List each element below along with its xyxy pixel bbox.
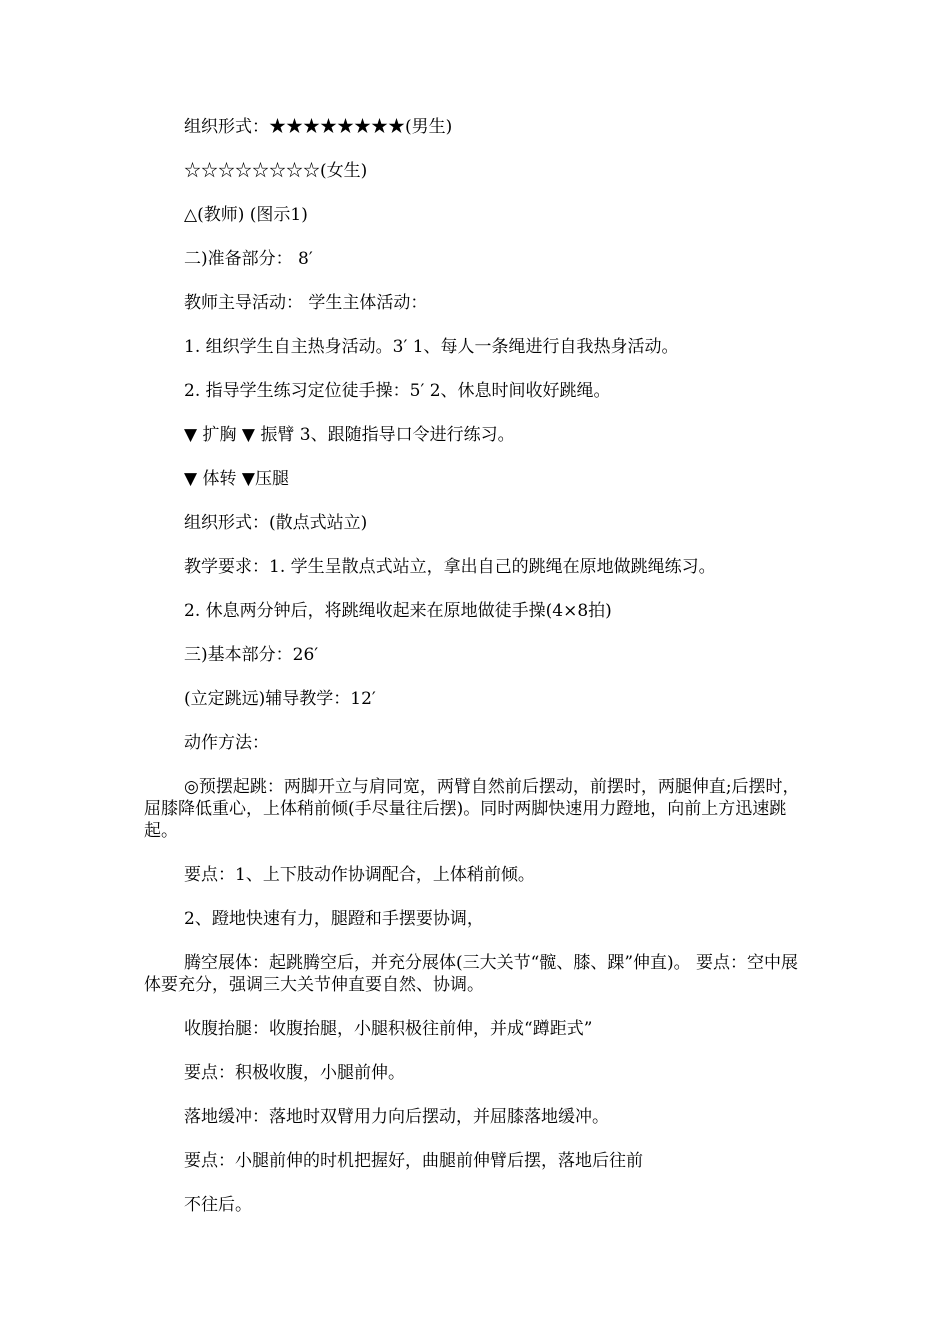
formation-teacher: △(教师) (图示1) [184,205,308,225]
teaching-requirement-2: 2. 休息两分钟后，将跳绳收起来在原地做徒手操(4×8拍) [184,601,612,621]
activity-columns-heading: 教师主导活动： 学生主体活动： [184,293,428,313]
landing-paragraph: 落地缓冲：落地时双臂用力向后摆动，并屈膝落地缓冲。 [184,1107,609,1127]
formation-girls: ☆☆☆☆☆☆☆☆(女生) [184,161,368,181]
key-point-2: 2、蹬地快速有力，腿蹬和手摆要协调， [184,909,484,929]
section-preparation-heading: 二)准备部分： 8′ [184,249,313,269]
tuck-legs-paragraph: 收腹抬腿：收腹抬腿，小腿积极往前伸，并成“蹲距式” [184,1019,593,1039]
preswing-takeoff-paragraph: ◎预摆起跳：两脚开立与肩同宽，两臂自然前后摆动，前摆时，两腿伸直;后摆时，屈膝降低重心，上体稍前倾(手尽量往后摆)。同时两脚快速用力蹬地，向前上方迅速跳起。 [144,777,800,841]
flight-extension-paragraph: 腾空展体：起跳腾空后，并充分展体(三大关节“髋、膝、踝”伸直)。 要点：空中展体要充分，强调三大关节伸直要自然、协调。 [144,953,799,995]
section-basic-heading: 三)基本部分：26′ [184,645,319,665]
method-heading: 动作方法： [184,733,269,753]
prep-item-1: 1. 组织学生自主热身活动。3′ 1、每人一条绳进行自我热身活动。 [184,337,679,357]
teaching-requirement-1: 教学要求：1. 学生呈散点式站立，拿出自己的跳绳在原地做跳绳练习。 [184,557,716,577]
prep-item-4: ▼ 体转 ▼压腿 [184,469,289,489]
landing-key-point-continued: 不往后。 [184,1195,252,1215]
prep-formation: 组织形式：(散点式站立) [184,513,368,533]
tuck-key-point: 要点：积极收腹，小腿前伸。 [184,1063,405,1083]
formation-boys: 组织形式：★★★★★★★★(男生) [184,117,453,137]
prep-item-3: ▼ 扩胸 ▼ 振臂 3、跟随指导口令进行练习。 [184,425,515,445]
standing-jump-heading: (立定跳远)辅导教学：12′ [184,689,376,709]
key-point-1: 要点：1、上下肢动作协调配合，上体稍前倾。 [184,865,535,885]
prep-item-2: 2. 指导学生练习定位徒手操：5′ 2、休息时间收好跳绳。 [184,381,611,401]
document-page [144,116,814,1216]
landing-key-point: 要点：小腿前伸的时机把握好，曲腿前伸臂后摆，落地后往前 [184,1151,643,1171]
